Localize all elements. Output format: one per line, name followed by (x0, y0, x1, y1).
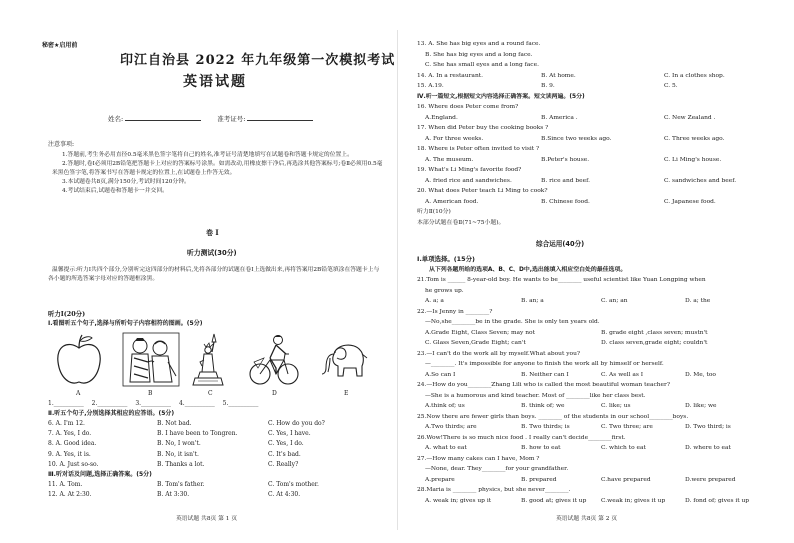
question-text: —________. It's impossible for anyone to finish the work all by himself or herself. (425, 361, 664, 367)
option[interactable]: C.have prepared (601, 476, 651, 483)
question-row (417, 330, 777, 341)
question-row (48, 420, 388, 430)
option[interactable]: B.Since two weeks ago. (541, 135, 612, 142)
listening-part1-title: 听力Ⅰ(20分) (48, 310, 86, 318)
option[interactable]: 15. A.19. (417, 83, 444, 89)
option[interactable]: C. She has small eyes and a long face. (425, 62, 539, 68)
helping-old-man-picture (122, 332, 180, 387)
option[interactable]: D. where to eat (685, 445, 731, 451)
question-row (417, 136, 777, 147)
option[interactable]: C.weak in; gives it up (601, 497, 666, 504)
option[interactable]: 6. A. I'm 12. (48, 420, 85, 427)
question-row (48, 481, 388, 491)
apple-picture (54, 332, 104, 387)
option[interactable]: C. Three weeks ago. (664, 135, 725, 142)
notice-item: 1.答题前,考生务必用直径0.5毫米黑色签字笔将自己的姓名,准考证号清楚地填写在试题卷和答题卡规定的位置上。 (62, 152, 353, 158)
answer-blanks (48, 400, 388, 407)
option[interactable]: 12. A. At 2:30. (48, 491, 92, 499)
question-text: —She is a humorous and kind teacher. Most of ________like her class best. (425, 392, 646, 399)
listening-part2-title: 听力Ⅱ(10分) (417, 209, 451, 215)
notice-item: 3.本试题卷共8页,满分150分,考试时间120分钟。 (62, 178, 190, 185)
exam-title: 印江自治县 2022 年九年级第一次模拟考试 (120, 53, 396, 68)
option[interactable]: B. Not bad. (157, 420, 192, 427)
question-text: —None, dear. They________for your grandfather. (425, 466, 569, 472)
secret-label: 秘密★启用前 (42, 42, 78, 49)
question-text: 22.—Is Jenny in ________? (417, 308, 493, 315)
option[interactable]: A. For three weeks. (425, 135, 484, 142)
option[interactable]: B. At 3:30. (157, 491, 190, 499)
option[interactable]: A.Grade Eight, Class Seven; may not (425, 329, 535, 336)
option[interactable]: C. like; us (601, 403, 631, 409)
notice-list (52, 151, 384, 196)
question-row (48, 440, 388, 450)
option[interactable]: A. what to eat (425, 445, 467, 451)
option[interactable]: C. It's bad. (268, 450, 301, 458)
option[interactable]: C. Japanese food. (664, 198, 716, 205)
question-row (417, 403, 777, 414)
option[interactable]: A.prepare (425, 476, 455, 483)
elephant-picture (320, 332, 372, 387)
name-label: 姓名: (108, 115, 124, 123)
page-footer-left: 英语试题 共8页 第 1 页 (176, 516, 238, 522)
question-row (417, 477, 777, 488)
question-text: —No,she________be in the grade. She is only ten years old. (425, 319, 600, 325)
option[interactable]: C. Really? (268, 460, 299, 468)
option[interactable]: B. rice and beef. (541, 177, 590, 184)
section-ii-questions (48, 420, 388, 502)
option[interactable]: C. Yes, I do. (268, 440, 304, 448)
option[interactable]: B. Thanks a lot. (157, 460, 205, 468)
option[interactable]: B. At home. (541, 72, 576, 79)
option[interactable]: A.So can I (425, 371, 456, 378)
option[interactable]: C. Tom's mother. (268, 481, 319, 489)
option[interactable]: B. She has big eyes and a long face. (425, 51, 533, 58)
question-row (417, 157, 777, 168)
question-row (417, 424, 777, 435)
option[interactable]: B. No, I won't. (157, 440, 201, 448)
comprehensive-title: 综合运用(40分) (536, 240, 585, 248)
option[interactable]: C. which to eat (601, 445, 646, 451)
option[interactable]: C. sandwiches and beef. (664, 177, 737, 184)
option[interactable]: D. fond of; gives it up (685, 497, 750, 504)
question-text: 27.—How many cakes can I have, Mom ? (417, 455, 540, 462)
single-choice-title: Ⅰ.单项选择。(15分) (417, 255, 475, 263)
option[interactable]: B. No, it isn't. (157, 450, 199, 458)
volume-one-heading: 卷 Ⅰ (206, 228, 219, 237)
option[interactable]: D. Two third; is (685, 424, 731, 430)
exam-subject-title: 英语试题 (183, 74, 247, 90)
notice-item: 4.考试结束后,试题卷和答题卡一并交回。 (62, 187, 168, 194)
question-text: 20. What does Peter teach Li Ming to cook? (417, 188, 548, 194)
question-row (417, 178, 777, 189)
picture-label: D (272, 390, 277, 397)
question-row (417, 199, 777, 210)
option[interactable]: 9. A. Yes, it is. (48, 450, 91, 458)
question-text: 26.Wow!There is so much nice food . I really can't decide________first. (417, 434, 626, 441)
question-row (417, 115, 777, 126)
option[interactable]: A.England. (425, 114, 458, 121)
option[interactable]: B. Neither can I (521, 371, 569, 378)
option[interactable]: D.were prepared (685, 476, 736, 483)
option[interactable]: C. 5. (664, 83, 678, 89)
ticket-blank[interactable] (247, 120, 313, 121)
option[interactable]: 11. A. Tom. (48, 481, 83, 489)
option[interactable]: C. Yes, I have. (268, 430, 311, 438)
right-listening-block (417, 41, 777, 230)
picture-label: E (344, 390, 349, 397)
option[interactable]: B. 9. (541, 83, 555, 89)
option[interactable]: D. a; the (685, 298, 711, 304)
question-row (417, 498, 777, 509)
option[interactable]: A. weak in; gives up it (425, 497, 492, 504)
question-row (417, 445, 777, 456)
answer-blank[interactable]: 5.__________ (222, 400, 259, 407)
option[interactable]: 8. A. Good idea. (48, 440, 97, 448)
picture-label: B (148, 390, 153, 397)
question-row (48, 451, 388, 461)
section-i-instructions: Ⅰ.看图听五个句子,选择与所听句子内容相符的图画。(5分) (48, 320, 203, 327)
question-row (417, 73, 777, 84)
question-text: 16. Where does Peter come from? (417, 104, 519, 110)
section-iv-instructions: Ⅳ.听一篇短文,根据短文内容选择正确答案。短文读两遍。(5分) (417, 93, 585, 100)
section-iii-text: Ⅲ.听对话及问题,选择正确答案。(5分) (48, 470, 152, 478)
statue-of-liberty-picture (192, 332, 228, 387)
option[interactable]: B. think of; we (521, 403, 565, 409)
question-row (417, 340, 777, 351)
option[interactable]: B. an; a (521, 298, 544, 304)
listening-test-title: 听力测试(30分) (187, 249, 237, 257)
option[interactable]: C. At 4:30. (268, 491, 301, 499)
option[interactable]: B. Two thirds; is (521, 424, 570, 430)
question-text: 24.—How do you________Zhang Lili who is called the most beautiful woman teacher? (417, 382, 671, 388)
single-choice-instructions: 从下列各题所给的选项A、B、C、D中,选出能填入相应空白处的最佳选项。 (429, 266, 627, 273)
option[interactable]: 10. A. Just so-so. (48, 460, 99, 468)
option[interactable]: 7. A. Yes, I do. (48, 430, 92, 438)
option[interactable]: D. class seven,grade eight; couldn't (601, 340, 708, 346)
question-row (48, 430, 388, 440)
tip-text: 温馨提示:听力Ⅰ共四个部分,分别听完这四部分的材料后,先将各部分的试题在卷Ⅰ上选做出来,再将答案用2B铅笔填涂在答题卡上与各小题的所选答案字母对应的答题框涂黑。 (48, 267, 380, 283)
option[interactable]: C. Glass Seven,Grade Eight; can't (425, 340, 526, 346)
picture-label: A (76, 390, 81, 397)
picture-label: C (208, 390, 213, 397)
answer-blank[interactable]: 1.__________ (48, 400, 84, 407)
question-row (417, 372, 777, 383)
name-ticket-row (108, 116, 327, 124)
section-iii-instructions (48, 471, 388, 481)
option[interactable]: C. Two three; are (601, 424, 653, 430)
option[interactable]: B. grade eight ,class seven; mustn't (601, 329, 708, 336)
option[interactable]: C. How do you do? (268, 420, 325, 427)
question-text: 25.Now there are fewer girls than boys. ________ of the students in our school________boys. (417, 413, 689, 420)
single-choice-block (417, 256, 777, 508)
answer-blank[interactable]: 3.__________ (135, 400, 172, 407)
question-row (417, 298, 777, 309)
option[interactable]: B. how to eat (521, 445, 561, 451)
page-divider (397, 30, 398, 530)
option[interactable]: B. Tom's father. (157, 481, 205, 489)
question-text: 23.—I can't do the work all by myself.What about you? (417, 350, 581, 357)
option[interactable]: 13. A. She has big eyes and a round face. (417, 41, 541, 47)
option[interactable]: D. Me, too (685, 371, 716, 378)
name-blank[interactable] (125, 120, 201, 121)
question-row (48, 491, 388, 501)
question-text: 28.Maria is ________ physics, but she never________. (417, 487, 571, 493)
option[interactable]: A. The museum. (425, 156, 474, 163)
option[interactable]: C. In a clothes shop. (664, 72, 725, 79)
option[interactable]: A.think of; us (425, 403, 465, 409)
question-text: 21.Tom is ______ 8-year-old boy. He wants to be________ useful scientist like Yuan Longping when (417, 277, 706, 283)
option[interactable]: A. a; a (425, 298, 444, 304)
option[interactable]: B. Chinese food. (541, 198, 590, 205)
option[interactable]: A. American food. (425, 198, 479, 205)
question-row (48, 461, 388, 471)
question-row (417, 83, 777, 94)
option[interactable]: B. good at; gives it up (521, 497, 587, 504)
option[interactable]: B. America . (541, 114, 578, 121)
picture-row (44, 332, 384, 387)
option[interactable]: C. an; an (601, 298, 628, 304)
option[interactable]: C. New Zealand . (664, 114, 716, 121)
question-text: 19. What's Li Ming's favorite food? (417, 167, 522, 173)
picture-labels (44, 390, 384, 400)
question-text: he grows up. (425, 287, 464, 294)
option[interactable]: B.Peter's house. (541, 156, 590, 163)
option[interactable]: A.Two thirds; are (425, 424, 477, 430)
option[interactable]: B. prepared (521, 476, 557, 483)
listening-tip (48, 266, 382, 285)
option[interactable]: A. fried rice and sandwiches. (425, 177, 512, 184)
option[interactable]: C. Li Ming's house. (664, 156, 722, 163)
section-ii-instructions: Ⅱ.听五个句子,分别选择其相应的应答语。(5分) (48, 410, 175, 417)
answer-blank[interactable]: 2.__________ (91, 400, 128, 407)
answer-blank[interactable]: 4.__________ (178, 400, 215, 407)
page-footer-right: 英语试题 共8页 第 2 页 (556, 516, 618, 522)
question-text: 17. When did Peter buy the cooking books ? (417, 125, 549, 131)
option[interactable]: C. As well as I (601, 371, 644, 378)
bicycle-rider-picture (248, 332, 300, 387)
option[interactable]: 14. A. In a restaurant. (417, 72, 483, 79)
question-text: 18. Where is Peter often invited to visit ? (417, 146, 540, 152)
option[interactable]: B. I have been to Tongren. (157, 430, 238, 438)
ticket-label: 准考证号: (217, 115, 246, 123)
option[interactable]: D. like; we (685, 403, 717, 409)
notice-heading: 注意事项: (48, 141, 75, 148)
notice-item: 2.答题时,卷Ⅰ必须用2B铅笔把答题卡上对应的答案标号涂黑。如需改动,用橡皮擦干净后,再选涂其他答案标号;卷Ⅱ必须用0.5毫米黑色签字笔,将答案书写在答题卡规定的位置上,在试题卷上作答无效。 (52, 160, 383, 176)
listening-part2-note: 本部分试题在卷Ⅱ(71~75小题)。 (417, 219, 505, 226)
